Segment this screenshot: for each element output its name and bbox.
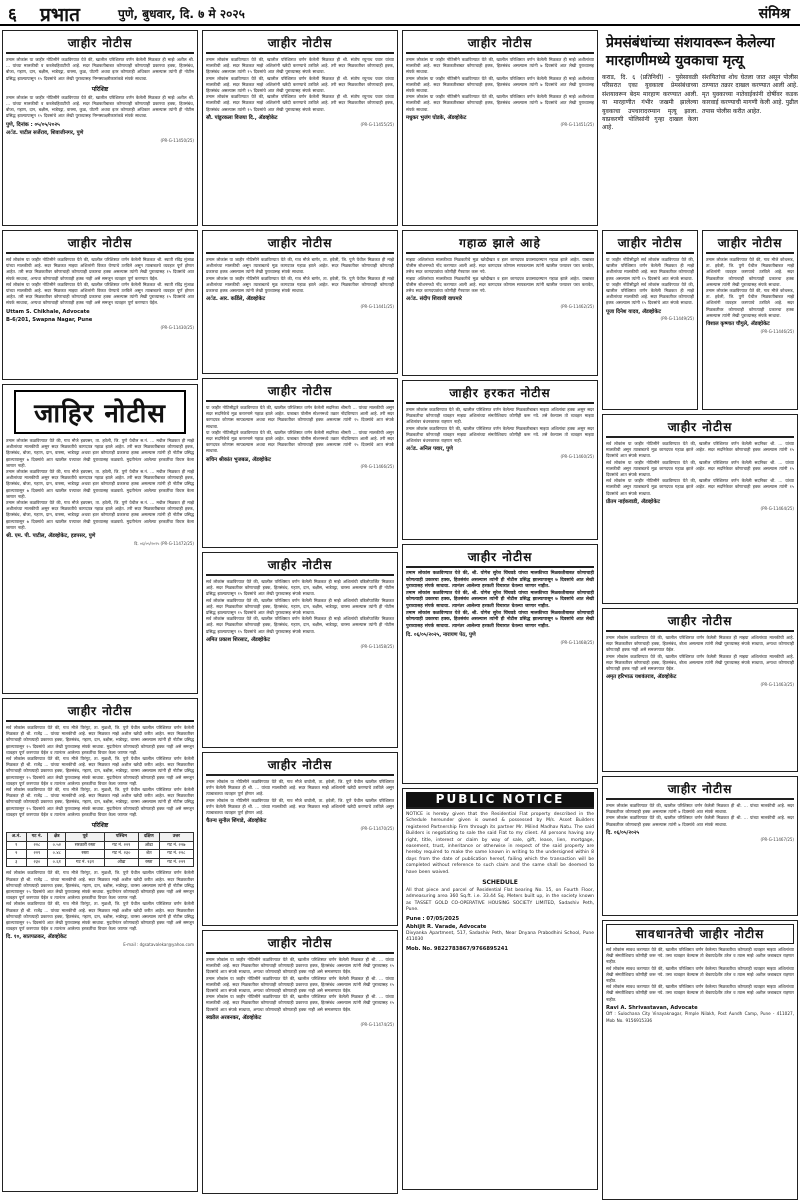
notice-signer: अमित प्रकाश शिरसाट, ॲडव्होकेट xyxy=(206,636,270,643)
table-header-cell: क्षेत्र xyxy=(48,833,66,842)
table-header-cell: दक्षिण xyxy=(139,833,160,842)
table-cell: गट नं. २३० xyxy=(104,850,138,859)
notice-heading: जाहीर नोटीस xyxy=(6,34,194,54)
notice-ref: (PR-G-11430/25) xyxy=(160,324,194,330)
notice-body: सर्व लोकांस या जाहीर नोटिसीने कळविण्यात येते की, खालील परिशिष्टात वर्णन केलेली सदनिका श्री. ... यांच्या मालकीची असून त्याबाबतचे मूळ कागदपत्र गहाळ झाले आहेत. सदर सदनिकेवर कोणाचाही हक्क असल्यास त्यांनी १५ दिवसांचे आत संपर्क साधावा. xyxy=(606,478,794,496)
table-header-cell: अ.नं. xyxy=(7,833,27,842)
notice-body: तमाम लोकांस कळविण्यात येते की, गाव मौजे कोथरूड, ता. हवेली, जि. पुणे येथील मिळकतीबाबत माझे अशिलांनी व्यवहार करण्याचे ठरविले आहे. सदर मिळकतीवर कोणाचाही कोणत्याही प्रकारचा हक्क असल्यास त्यांनी लेखी पुराव्यासह संपर्क साधावा. xyxy=(706,288,794,318)
notice-body: या जाहीर नोटिसीद्वारे कळविण्यात येते की, खालील परिशिष्टात वर्णन केलेली सदनिका श्रीमती ... यांच्या मालकीची असून सदर सदनिकेचे मूळ करारनामे गहाळ झाले आहेत. याबाबत पोलीस स्टेशनमध्ये तक्रार नोंदविण्यात आली आहे. तरी सदर कागदपत्र कोणास सापडल्यास अथवा सदर मिळकतीवर कोणाचाही हक्क असल्यास त्यांनी १५ दिवसांचे आत संपर्क साधावा. xyxy=(206,429,394,454)
notice-heading: जाहीर हरकत नोटीस xyxy=(406,384,594,404)
notice-signer: श्री. एम. पी. पाटील, ॲडव्होकेट, हडपसर, पुणे xyxy=(6,533,96,540)
notice-c3-3 xyxy=(402,380,598,540)
table-cell: २२८ xyxy=(26,841,48,850)
notice-c1-2 xyxy=(2,230,198,380)
column-4-split xyxy=(602,230,798,414)
table-row xyxy=(7,841,194,850)
masthead xyxy=(0,0,800,26)
column-2 xyxy=(202,30,398,1200)
notice-heading: जाहीर नोटीस xyxy=(406,34,594,54)
schedule-heading: परिशिष्ट xyxy=(91,85,109,93)
notice-body: तमाम लोकांस कळविण्यात येते की, खालील परिशिष्टात वर्णन केलेल्या मिळकतीबाबत माझ्या अशिलांचा हक्क असून सदर मिळकतीचा कोणताही व्यवहार माझ्या अशिलांच्या संमतीशिवाय कोणीही करू नये. तसे केल्यास तो व्यवहार माझ्या अशिलांवर बंधनकारक राहणार नाही. xyxy=(406,407,594,425)
table-cell: २३० xyxy=(26,858,48,867)
notice-body: तमाम लोकांस या जाहीर नोटिसीने कळविण्यात येते की, खालील परिशिष्टात वर्णन केलेली मिळकत ही माझे अशीलांच्या मालकीची आहे. सदर मिळकतीबाबत कोणाचाही हक्क, हितसंबंध असल्यास त्यांनी ७ दिवसांचे आत लेखी पुराव्यासह संपर्क साधावा. xyxy=(406,57,594,75)
notice-heading: सावधानतेची जाहीर नोटीस xyxy=(606,924,794,944)
notice-body: सर्व लोकांस कळविण्यात येते की, गाव मौजे पिरंगुट, ता. मुळशी, जि. पुणे येथील खालील परिशिष्टात वर्णन केलेली मिळकत ही श्री. राजेंद्र ... यांच्या मालकीची आहे. सदर मिळकत माझे अशील खरेदी करीत आहेत. सदर मिळकतीवर कोणाचाही कोणत्याही प्रकारचा हक्क, हितसंबंध, गहाण, दान, बक्षीस, भाडेपट्टा, वारसा असल्यास त्यांनी ही नोटीस प्रसिद्ध झाल्यापासून १५ दिवसांचे आत लेखी पुराव्यासह संपर्क साधावा. मुदतीनंतर कोणाचाही कोणताही हक्क नाही असे समजून व्यवहार पूर्ण करण्यात येईल व त्यानंतर आलेल्या हरकतींचा विचार केला जाणार नाही. xyxy=(6,756,194,786)
schedule-heading: SCHEDULE xyxy=(482,879,518,887)
notice-body: सर्व लोकांस सावध करण्यात येते की, खालील परिशिष्टात वर्णन केलेल्या मिळकतीचा कोणताही व्यवहार माझ्या अशिलांच्या लेखी संमतीशिवाय कोणीही करू नये. तसा व्यवहार केल्यास तो बेकायदेशीर ठरेल व त्यास माझे अशील जबाबदार राहणार नाहीत. xyxy=(606,947,794,965)
notice-body: तमाम लोकांस कळविण्यात येते की, श्री. योगेश सुरेश चिंचवडे यांच्या मालकीच्या मिळकतीबाबत कोणाचाही कोणत्याही प्रकारचा हक्क, हितसंबंध असल्यास त्यांनी ही नोटीस प्रसिद्ध झाल्यापासून ७ दिवसांचे आत लेखी पुराव्यासह संपर्क साधावा. त्यानंतर आलेल्या हरकती विचारात घेतल्या जाणार नाहीत. xyxy=(406,610,594,629)
notice-body: NOTICE is hereby given that the Residential Flat property described in the Schedule hereunder given is owned & possessed by M/s. Asset Builders registered Partnership Firm through its partner Mr. Milind Madhav Natu. The said Builders is negotiating to sale the said Flat to my client. All persons having any right, title, interest or claim by way of sale, gift, lease, lien, mortgage, easement, trust, inheritance or otherwise in respect of the said property are hereby required to make the same known in writing to the undersigned within 8 days from the date of publication hereof, failing which the transaction will be completed without reference to such claim and the same shall be deemed to have been waived. xyxy=(406,812,594,875)
notice-body: तमाम लोकांस या जाहीर नोटिसीने कळविण्यात येते की, खालील परिशिष्टात वर्णन केलेली मिळकत ही माझे अशील श्री. ... यांच्या मालकीची व कब्जेवहिवाटीची आहे. सदर मिळकतीबाबत कोणाचाही कोणत्याही प्रकारचा हक्क, हितसंबंध, बोजा, गहाण, दान, बक्षीस, भाडेपट्टा, वारसा, कुळ, पोटगी अथवा इतर कोणताही अधिकार असल्यास त्यांनी ही नोटीस प्रसिद्ध झाल्यापासून १५ दिवसांचे आत लेखी पुराव्यासह निम्नस्वाक्षरीकारांकडे संपर्क साधावा. xyxy=(6,94,194,119)
column-1 xyxy=(2,30,198,1200)
table-cell: सरकारी रस्ता xyxy=(66,841,104,850)
notice-signer: अॅड. संदीप शिवाजी वाघमारे xyxy=(406,296,462,303)
notice-heading: गहाळ झाले आहे xyxy=(406,234,594,254)
notice-heading: PUBLIC NOTICE xyxy=(406,792,594,809)
notice-signer: दि. १०, सातपळकर, ॲडव्होकेट xyxy=(6,934,67,941)
notice-signer: Abhijit R. Varade, Advocate xyxy=(406,924,487,931)
notice-body: तमाम लोकांस या जाहीर नोटिसीने कळविण्यात येते की, खालील परिशिष्टात वर्णन केलेली मिळकत ही माझे अशीलांच्या मालकीची आहे. सदर मिळकतीबाबत कोणाचाही हक्क, हितसंबंध असल्यास त्यांनी ७ दिवसांचे आत लेखी पुराव्यासह संपर्क साधावा. xyxy=(406,94,594,112)
notice-c2-1 xyxy=(202,30,398,226)
notice-body: तमाम लोकांस या नोटिसीने कळविण्यात येते की, गाव मौजे वाघोली, ता. हवेली, जि. पुणे येथील खालील परिशिष्टात वर्णन केलेली मिळकत ही श्री. ... यांच्या मालकीची आहे. सदर मिळकत माझे अशिलांनी खरेदी करण्याचे ठरविले असून त्याबाबतचा व्यवहार पूर्ण होणार आहे. xyxy=(206,797,394,816)
public-notice xyxy=(402,788,598,1190)
notice-ref: दि. ०६/०५/२०२५ (PR-G-11472/25) xyxy=(134,540,194,546)
notice-heading: जाहीर नोटीस xyxy=(206,234,394,254)
table-row xyxy=(7,850,194,859)
table-row xyxy=(7,858,194,867)
notice-heading: जाहीर नोटीस xyxy=(606,780,794,800)
notice-body: तमाम लोकांस कळविण्यात येते की, खालील परिशिष्टात वर्णन केलेली मिळकत ही श्री. संतोष रघुनाथ पवार यांच्या मालकीची आहे. सदर मिळकत माझे अशिलांनी खरेदी करण्याचे ठरविले आहे. तरी सदर मिळकतीवर कोणाचाही हक्क, हितसंबंध असल्यास त्यांनी १५ दिवसांचे आत लेखी पुराव्यासह संपर्क साधावा. xyxy=(206,94,394,112)
table-cell: ०.६१ xyxy=(48,858,66,867)
notice-body: या जाहीर नोटिसीद्वारे सर्व लोकांस कळविण्यात येते की, खालील परिशिष्टात वर्णन केलेली मिळकत ही माझे अशीलांच्या मालकीची आहे. सदर मिळकतीवर कोणाचाही हक्क असल्यास त्यांनी १५ दिवसांचे आत संपर्क साधावा. xyxy=(606,281,694,306)
notice-address: Divyanka Apartment, 517, Sadashiv Peth, Near Dnyana Prabodhini School, Pune 411030 xyxy=(406,930,594,943)
notice-body: तमाम लोकांस कळविण्यात येते की, श्री. योगेश सुरेश चिंचवडे यांच्या मालकीच्या मिळकतीबाबत कोणाचाही कोणत्याही प्रकारचा हक्क, हितसंबंध असल्यास त्यांनी ही नोटीस प्रसिद्ध झाल्यापासून ७ दिवसांचे आत लेखी पुराव्यासह संपर्क साधावा. त्यानंतर आलेल्या हरकती विचारात घेतल्या जाणार नाहीत. xyxy=(406,590,594,609)
notice-body: सर्व लोकांस या जाहीर नोटिसीने कळविण्यात येते की, खालील परिशिष्टात वर्णन केलेली मिळकत श्री. स्वाती रविंद्र मुंजाळ यांच्या मालकीची आहे. सदर मिळकत माझ्या अशिलांनी विकत घेण्याचे ठरविले असून त्याबाबतचे व्यवहार पूर्ण होणार आहेत. तरी सदर मिळकतीवर कोणाचाही कोणत्याही प्रकारचा हक्क असल्यास त्यांनी लेखी पुराव्यासह १५ दिवसांचे आत संपर्क साधावा, अन्यथा कोणाचाही कोणताही हक्क नाही असे समजून व्यवहार पूर्ण करण्यात येईल. xyxy=(6,257,194,281)
notice-body: तमाम लोकांस या जाहीर नोटिसीने कळविण्यात येते की, खालील परिशिष्टात वर्णन केलेली मिळकत ही माझे अशील श्री. ... यांच्या मालकीची व कब्जेवहिवाटीची आहे. सदर मिळकतीबाबत कोणाचाही कोणत्याही प्रकारचा हक्क, हितसंबंध, बोजा, गहाण, दान, बक्षीस, भाडेपट्टा, वारसा, कुळ, पोटगी अथवा इतर कोणताही अधिकार असल्यास त्यांनी ही नोटीस प्रसिद्ध झाल्यापासून १५ दिवसांचे आत लेखी पुराव्यासह निम्नस्वाक्षरीकारांकडे संपर्क साधावा. xyxy=(6,57,194,81)
notice-signer: स्वप्नील अरबनकर, ॲडव्होकेट xyxy=(206,1014,262,1021)
table-cell: ओढा xyxy=(139,841,160,850)
notice-signer: अमृत हरिभाऊ यशवंतराव, ॲडव्होकेट xyxy=(606,674,677,681)
notice-c2-4 xyxy=(202,552,398,748)
notice-body: तमाम लोकांस कळविण्यात येते की, खालील परिशिष्टात वर्णन केलेली मिळकत ही श्री. ... यांच्या मालकीची आहे. सदर मिळकतीवर कोणाचाही हक्क असल्यास त्यांनी ७ दिवसांचे आत संपर्क साधावा. xyxy=(606,803,794,815)
notice-heading: जाहीर नोटीस xyxy=(606,612,794,632)
notice-body: सर्व लोकांस कळविण्यात येते की, खालील परिशिष्टात वर्णन केलेली मिळकत ही माझे अशिलांची वडिलोपार्जित मिळकत आहे. सदर मिळकतीवर कोणाचाही हक्क, हितसंबंध, गहाण, दान, बक्षीस, भाडेपट्टा, वारसा असल्यास त्यांनी ही नोटीस प्रसिद्ध झाल्यापासून १५ दिवसांचे आत लेखी पुराव्यासह संपर्क साधावा. xyxy=(206,579,394,597)
table-cell: १ xyxy=(7,841,27,850)
top-zone xyxy=(602,30,798,226)
notice-body: सर्व लोकांस सावध करण्यात येते की, खालील परिशिष्टात वर्णन केलेल्या मिळकतीचा कोणताही व्यवहार माझ्या अशिलांच्या लेखी संमतीशिवाय कोणीही करू नये. तसा व्यवहार केल्यास तो बेकायदेशीर ठरेल व त्यास माझे अशील जबाबदार राहणार नाहीत. xyxy=(606,984,794,1002)
notice-ref: (PR-G-11474/25) xyxy=(360,1022,394,1028)
notice-signature: पुणे, दिनांक : ०५/०५/२०२५ xyxy=(6,121,60,128)
table-header-cell: उत्तर xyxy=(159,833,193,842)
notice-ref: (PR-G-11467/25) xyxy=(760,837,794,843)
page-number: ६ xyxy=(8,5,17,25)
notice-signer: सचिन श्रीकांत भुजबळ, ॲडव्होकेट xyxy=(206,456,272,463)
notice-heading: जाहीर नोटीस xyxy=(406,548,594,568)
notice-body: तमाम लोकांस या जाहीर नोटिसीने कळविण्यात येते की, खालील परिशिष्टात वर्णन केलेली मिळकत ही माझे अशीलांच्या मालकीची आहे. सदर मिळकतीबाबत कोणाचाही हक्क, हितसंबंध असल्यास त्यांनी ७ दिवसांचे आत लेखी पुराव्यासह संपर्क साधावा. xyxy=(406,75,594,94)
notice-body: तमाम लोकांस कळविण्यात येते की, गाव मौजे कोथरूड, ता. हवेली, जि. पुणे येथील मिळकतीबाबत माझे अशिलांनी व्यवहार करण्याचे ठरविले आहे. सदर मिळकतीवर कोणाचाही कोणत्याही प्रकारचा हक्क असल्यास त्यांनी लेखी पुराव्यासह संपर्क साधावा. xyxy=(706,257,794,287)
notice-heading: जाहीर नोटीस xyxy=(6,234,194,254)
notice-signer: दि. ०६/०५/२०२५, नारायण पेठ, पुणे xyxy=(406,632,476,639)
notice-c2-6 xyxy=(202,930,398,1194)
notice-ref: (PR-G-11464/25) xyxy=(760,506,794,512)
notice-body: तमाम लोकांस कळविण्यात येते की, गाव मौजे हडपसर, ता. हवेली, जि. पुणे येथील स.नं. ... मधील मिळकत ही माझे अशीलांच्या मालकीची असून सदर मिळकतीचे कागदपत्र गहाळ झाले आहेत. तरी सदर मिळकतीबाबत कोणाचाही हक्क, हितसंबंध, बोजा, गहाण, दान, वारसा, भाडेपट्टा अथवा इतर कोणताही प्रकारचा हक्क असल्यास त्यांनी ही नोटीस प्रसिद्ध झाल्यापासून ७ दिवसांचे आत खालील पत्त्यावर लेखी पुराव्यासह कळवावे. मुदतीनंतर आलेल्या हरकतींचा विचार केला जाणार नाही. xyxy=(6,438,194,468)
table-cell: गट नं. २२८ xyxy=(159,850,193,859)
news-body-left: कराड, दि. ६ (प्रतिनिधी) - पुसेसावळी परिसरात एका युवकाला प्रेमसंबंधाच्या संशयावरून बेदम मारहाण करण्यात आली. या मारहाणीत गंभीर जखमी झालेल्या युवकाचा उपचारादरम्यान मृत्यू झाला. याप्रकरणी पोलिसांनी गुन्हा दाखल केला आहे. xyxy=(602,74,698,132)
notice-ref: (PR-G-11466/25) xyxy=(360,464,394,470)
table-cell: गट नं. २३१ xyxy=(66,858,104,867)
table-cell: ३ xyxy=(7,858,27,867)
notice-ref: (PR-G-11462/25) xyxy=(560,303,594,309)
notice-body: सर्व लोकांस या जाहीर नोटिसीने कळविण्यात येते की, खालील परिशिष्टात वर्णन केलेली मिळकत श्री. स्वाती रविंद्र मुंजाळ यांच्या मालकीची आहे. सदर मिळकत माझ्या अशिलांनी विकत घेण्याचे ठरविले असून त्याबाबतचे व्यवहार पूर्ण होणार आहेत. तरी सदर मिळकतीवर कोणाचाही कोणत्याही प्रकारचा हक्क असल्यास त्यांनी लेखी पुराव्यासह १५ दिवसांचे आत संपर्क साधावा, अन्यथा कोणाचाही कोणताही हक्क नाही असे समजून व्यवहार पूर्ण करण्यात येईल. xyxy=(6,281,194,306)
notice-signer: दि. ०६/०५/२०२५ xyxy=(606,829,640,836)
notice-c4-4 xyxy=(602,608,798,772)
notice-c4-5 xyxy=(602,776,798,916)
table-cell: ०.५२ xyxy=(48,841,66,850)
notice-body: सर्व लोकांस कळविण्यात येते की, गाव मौजे पिरंगुट, ता. मुळशी, जि. पुणे येथील खालील परिशिष्टात वर्णन केलेली मिळकत ही श्री. राजेंद्र ... यांच्या मालकीची आहे. सदर मिळकत माझे अशील खरेदी करीत आहेत. सदर मिळकतीवर कोणाचाही कोणत्याही प्रकारचा हक्क, हितसंबंध, गहाण, दान, बक्षीस, भाडेपट्टा, वारसा असल्यास त्यांनी ही नोटीस प्रसिद्ध झाल्यापासून १५ दिवसांचे आत लेखी पुराव्यासह संपर्क साधावा. मुदतीनंतर कोणाचाही कोणताही हक्क नाही असे समजून व्यवहार पूर्ण करण्यात येईल व त्यानंतर आलेल्या हरकतींचा विचार केला जाणार नाही. xyxy=(6,787,194,817)
column-4-left xyxy=(602,230,698,414)
notice-ref: (PR-G-11441/25) xyxy=(360,303,394,309)
table-cell: गट नं. २२९ xyxy=(104,841,138,850)
news-body-right: संशयितांचा शोध घेतला जात असून पोलीस ठाण्यात तक्रार दाखल करण्यात आली आहे. मृत युवकाच्या नातेवाईकांनी दोषींवर कडक कारवाई करण्याची मागणी केली आहे. पुढील तपास पोलीस करीत आहेत. xyxy=(702,74,798,115)
notice-ref: (PR-G-11463/25) xyxy=(760,681,794,687)
notice-heading: जाहीर नोटीस xyxy=(206,382,394,402)
notice-body: तमाम लोकांस कळविण्यात येते की, खालील परिशिष्टात वर्णन केलेली मिळकत ही माझ्या अशिलांच्या मालकीची आहे. सदर मिळकतीवर कोणाचाही हक्क, हितसंबंध, बोजा असल्यास त्यांनी लेखी पुराव्यासह संपर्क साधावा, अन्यथा कोणाचाही कोणताही हक्क नाही असे समजण्यात येईल. xyxy=(606,635,794,653)
notice-ref: (PR-G-11451/25) xyxy=(560,122,594,128)
notice-body: सर्व लोकांस या जाहीर नोटिसीने कळविण्यात येते की, खालील परिशिष्टात वर्णन केलेली सदनिका श्री. ... यांच्या मालकीची असून त्याबाबतचे मूळ कागदपत्र गहाळ झाले आहेत. सदर सदनिकेवर कोणाचाही हक्क असल्यास त्यांनी १५ दिवसांचे आत संपर्क साधावा. xyxy=(606,441,794,459)
notice-signer: अॅड. आर. कर्डिले, ॲडव्होकेट xyxy=(206,296,266,303)
notice-address: Off : Sulochana City Vinayaknagar, Pimple Nilakh, Post Aundh Camp, Pune - 411027, Mob No. 9156915336 xyxy=(606,1011,794,1023)
notice-signer: अॅड. अनिल पवार, पुणे xyxy=(406,446,453,453)
notice-ref: (PR-G-11468/25) xyxy=(560,639,594,645)
notice-c2-5 xyxy=(202,752,398,926)
table-header-cell: गट नं. xyxy=(26,833,48,842)
notice-c1-3 xyxy=(2,384,198,694)
notice-body: सर्व लोकांस कळविण्यात येते की, गाव मौजे पिरंगुट, ता. मुळशी, जि. पुणे येथील खालील परिशिष्टात वर्णन केलेली मिळकत ही श्री. राजेंद्र ... यांच्या मालकीची आहे. सदर मिळकत माझे अशील खरेदी करीत आहेत. सदर मिळकतीवर कोणाचाही कोणत्याही प्रकारचा हक्क, हितसंबंध, गहाण, दान, बक्षीस, भाडेपट्टा, वारसा असल्यास त्यांनी ही नोटीस प्रसिद्ध झाल्यापासून १५ दिवसांचे आत लेखी पुराव्यासह संपर्क साधावा. मुदतीनंतर कोणाचाही कोणताही हक्क नाही असे समजून व्यवहार पूर्ण करण्यात येईल व त्यानंतर आलेल्या हरकतींचा विचार केला जाणार नाही. xyxy=(6,901,194,932)
notice-body: सर्व लोकांस सावध करण्यात येते की, खालील परिशिष्टात वर्णन केलेल्या मिळकतीचा कोणताही व्यवहार माझ्या अशिलांच्या लेखी संमतीशिवाय कोणीही करू नये. तसा व्यवहार केल्यास तो बेकायदेशीर ठरेल व त्यास माझे अशील जबाबदार राहणार नाहीत. xyxy=(606,965,794,984)
table-cell: रस्ता xyxy=(139,858,160,867)
column-3 xyxy=(402,30,598,1200)
notice-email: E-mail : dgsatavalekar@yahoo.com xyxy=(123,941,194,947)
table-cell: शेत xyxy=(139,850,160,859)
notice-body: तमाम लोकांस या नोटिसीने कळविण्यात येते की, गाव मौजे वाघोली, ता. हवेली, जि. पुणे येथील खालील परिशिष्टात वर्णन केलेली मिळकत ही श्री. ... यांच्या मालकीची आहे. सदर मिळकत माझे अशिलांनी खरेदी करण्याचे ठरविले असून त्याबाबतचा व्यवहार पूर्ण होणार आहे. xyxy=(206,779,394,797)
notice-body: तमाम लोकांस या जाहीर नोटिसीने कळविण्यात येते की, गाव मौजे बाणेर, ता. हवेली, जि. पुणे येथील मिळकत ही माझे अशीलांच्या मालकीची असून त्याबाबतचे मूळ कागदपत्र गहाळ झाले आहेत. सदर मिळकतीवर कोणाचाही कोणताही प्रकारचा हक्क असल्यास त्यांनी लेखी पुराव्यासह संपर्क साधावा. xyxy=(206,275,394,294)
table-cell: रस्ता xyxy=(66,850,104,859)
notice-body: तमाम लोकांस कळविण्यात येते की, खालील परिशिष्टात वर्णन केलेली मिळकत ही श्री. ... यांच्या मालकीची आहे. सदर मिळकतीवर कोणाचाही हक्क असल्यास त्यांनी ७ दिवसांचे आत संपर्क साधावा. xyxy=(606,815,794,827)
notice-date: Pune : 07/05/2025 xyxy=(406,915,460,922)
notice-heading: जाहीर नोटीस xyxy=(206,556,394,576)
notice-signer: विशाल कृष्णात चौगुले, ॲडव्होकेट xyxy=(706,321,770,328)
notice-signer: अॅड. पाटील सर्जेराव, शिवाजीनगर, पुणे xyxy=(6,130,84,137)
notice-body: सर्व लोकांस कळविण्यात येते की, गाव मौजे पिरंगुट, ता. मुळशी, जि. पुणे येथील खालील परिशिष्टात वर्णन केलेली मिळकत ही श्री. राजेंद्र ... यांच्या मालकीची आहे. सदर मिळकत माझे अशील खरेदी करीत आहेत. सदर मिळकतीवर कोणाचाही कोणत्याही प्रकारचा हक्क, हितसंबंध, गहाण, दान, बक्षीस, भाडेपट्टा, वारसा असल्यास त्यांनी ही नोटीस प्रसिद्ध झाल्यापासून १५ दिवसांचे आत लेखी पुराव्यासह संपर्क साधावा. मुदतीनंतर कोणाचाही कोणताही हक्क नाही असे समजून व्यवहार पूर्ण करण्यात येईल व त्यानंतर आलेल्या हरकतींचा विचार केला जाणार नाही. xyxy=(6,870,194,901)
notice-body: या जाहीर नोटिसीद्वारे सर्व लोकांस कळविण्यात येते की, खालील परिशिष्टात वर्णन केलेली मिळकत ही माझे अशीलांच्या मालकीची आहे. सदर मिळकतीवर कोणाचाही हक्क असल्यास त्यांनी १५ दिवसांचे आत संपर्क साधावा. xyxy=(606,257,694,281)
notice-body: तमाम लोकांस या जाहीर नोटिसीने कळविण्यात येते की, खालील परिशिष्टात वर्णन केलेली मिळकत ही श्री. ... यांच्या मालकीची आहे. सदर मिळकतीवर कोणाचाही कोणत्याही प्रकारचा हक्क, हितसंबंध असल्यास त्यांनी लेखी पुराव्यासह १५ दिवसांचे आत संपर्क साधावा, अन्यथा कोणाचाही कोणताही हक्क नाही असे समजण्यात येईल. xyxy=(206,957,394,975)
notice-body: सर्व लोकांस कळविण्यात येते की, खालील परिशिष्टात वर्णन केलेली मिळकत ही माझे अशिलांची वडिलोपार्जित मिळकत आहे. सदर मिळकतीवर कोणाचाही हक्क, हितसंबंध, गहाण, दान, बक्षीस, भाडेपट्टा, वारसा असल्यास त्यांनी ही नोटीस प्रसिद्ध झाल्यापासून १५ दिवसांचे आत लेखी पुराव्यासह संपर्क साधावा. xyxy=(206,597,394,616)
notice-ref: (PR-G-11458/25) xyxy=(360,644,394,650)
notice-ref: (PR-G-11455/25) xyxy=(360,122,394,128)
column-4 xyxy=(602,30,798,1200)
notice-body: या जाहीर नोटिसीद्वारे कळविण्यात येते की, खालील परिशिष्टात वर्णन केलेली सदनिका श्रीमती ... यांच्या मालकीची असून सदर सदनिकेचे मूळ करारनामे गहाळ झाले आहेत. याबाबत पोलीस स्टेशनमध्ये तक्रार नोंदविण्यात आली आहे. तरी सदर कागदपत्र कोणास सापडल्यास अथवा सदर मिळकतीवर कोणाचाही हक्क असल्यास त्यांनी १५ दिवसांचे आत संपर्क साधावा. xyxy=(206,405,394,429)
notice-ref: (PR-G-11450/25) xyxy=(160,137,194,143)
notice-heading: जाहीर नोटीस xyxy=(206,756,394,776)
notice-body: तमाम लोकांस कळविण्यात येते की, खालील परिशिष्टात वर्णन केलेली मिळकत ही श्री. संतोष रघुनाथ पवार यांच्या मालकीची आहे. सदर मिळकत माझे अशिलांनी खरेदी करण्याचे ठरविले आहे. तरी सदर मिळकतीवर कोणाचाही हक्क, हितसंबंध असल्यास त्यांनी १५ दिवसांचे आत लेखी पुराव्यासह संपर्क साधावा. xyxy=(206,57,394,75)
notice-heading: जाहीर नोटीस xyxy=(606,234,694,254)
notice-signer: मधुकर भुजंग घोडके, ॲडव्होकेट xyxy=(406,114,467,121)
notice-c4-6 xyxy=(602,920,798,1200)
notice-ref: (PR-G-11470/25) xyxy=(360,825,394,831)
table-cell: ०.४८ xyxy=(48,850,66,859)
notice-signature: Uttam S. Chikhale, Advocate xyxy=(6,308,90,315)
notice-signer: पूजा दिनेश यादव, ॲडव्होकेट xyxy=(606,308,661,315)
notice-heading: जाहीर नोटीस xyxy=(206,34,394,54)
notice-body: तमाम लोकांस कळविण्यात येते की, खालील परिशिष्टात वर्णन केलेली मिळकत ही श्री. संतोष रघुनाथ पवार यांच्या मालकीची आहे. सदर मिळकत माझे अशिलांनी खरेदी करण्याचे ठरविले आहे. तरी सदर मिळकतीवर कोणाचाही हक्क, हितसंबंध असल्यास त्यांनी १५ दिवसांचे आत लेखी पुराव्यासह संपर्क साधावा. xyxy=(206,75,394,94)
table-cell: गट नं. २२७ xyxy=(159,841,193,850)
section-name: संमिश्र xyxy=(758,6,790,22)
notice-heading: जाहीर नोटीस xyxy=(206,934,394,954)
table-cell: गट नं. २२९ xyxy=(159,858,193,867)
news-headline: प्रेमसंबंधांच्या संशयावरून केलेल्या मारहाणीमध्ये युवकाचा मृत्यू xyxy=(606,35,775,69)
table-header-row xyxy=(7,833,194,842)
notice-signer: Ravi A. Shrivastavan, Advocate xyxy=(606,1004,698,1011)
notice-c2-3 xyxy=(202,378,398,548)
notice-ref: (PR-G-11460/25) xyxy=(560,453,594,459)
table-header-cell: पूर्व xyxy=(66,833,104,842)
notice-body: माझ्या अशिलांच्या मालकीच्या मिळकतीचे मूळ खरेदीखत व इतर कागदपत्र प्रवासादरम्यान गहाळ झाले आहेत. याबाबत पोलीस स्टेशनमध्ये नोंद करण्यात आली आहे. सदर कागदपत्र कोणास सापडल्यास त्यांनी खालील पत्त्यावर परत करावेत, तसेच सदर कागदपत्रांचा कोणीही गैरवापर करू नये. xyxy=(406,257,594,275)
notice-ref: (PR-G-11449/25) xyxy=(660,316,694,322)
notice-c3-1 xyxy=(402,30,598,226)
notice-c3-2 xyxy=(402,230,598,376)
notice-body: सर्व लोकांस कळविण्यात येते की, खालील परिशिष्टात वर्णन केलेली मिळकत ही माझे अशिलांची वडिलोपार्जित मिळकत आहे. सदर मिळकतीवर कोणाचाही हक्क, हितसंबंध, गहाण, दान, बक्षीस, भाडेपट्टा, वारसा असल्यास त्यांनी ही नोटीस प्रसिद्ध झाल्यापासून १५ दिवसांचे आत लेखी पुराव्यासह संपर्क साधावा. xyxy=(206,616,394,634)
notice-heading: जाहीर नोटीस xyxy=(606,418,794,438)
notice-body: सर्व लोकांस कळविण्यात येते की, गाव मौजे पिरंगुट, ता. मुळशी, जि. पुणे येथील खालील परिशिष्टात वर्णन केलेली मिळकत ही श्री. राजेंद्र ... यांच्या मालकीची आहे. सदर मिळकत माझे अशील खरेदी करीत आहेत. सदर मिळकतीवर कोणाचाही कोणत्याही प्रकारचा हक्क, हितसंबंध, गहाण, दान, बक्षीस, भाडेपट्टा, वारसा असल्यास त्यांनी ही नोटीस प्रसिद्ध झाल्यापासून १५ दिवसांचे आत लेखी पुराव्यासह संपर्क साधावा. मुदतीनंतर कोणाचाही कोणताही हक्क नाही असे समजून व्यवहार पूर्ण करण्यात येईल व त्यानंतर आलेल्या हरकतींचा विचार केला जाणार नाही. xyxy=(6,725,194,755)
table-cell: ओढा xyxy=(104,858,138,867)
schedule-body: All that piece and parcel of Residential Flat bearing No. 15, on Fourth Floor, admeasuring area 360 Sq.ft. i.e. 33.44 Sq. Meters built up, in the society known as TASSET GOLD CO-OPERATIVE HOUSING SOCIETY LIMITED, Sadashiv Peth, Pune. xyxy=(406,888,594,913)
notice-c4-2 xyxy=(702,230,798,410)
notice-signer: सौ. पांडुरकला विजया दि., ॲडव्होकेट xyxy=(206,114,278,121)
notice-body: तमाम लोकांस कळविण्यात येते की, खालील परिशिष्टात वर्णन केलेल्या मिळकतीबाबत माझ्या अशिलांचा हक्क असून सदर मिळकतीचा कोणताही व्यवहार माझ्या अशिलांच्या संमतीशिवाय कोणीही करू नये. तसे केल्यास तो व्यवहार माझ्या अशिलांवर बंधनकारक राहणार नाही. xyxy=(406,425,594,444)
schedule-table xyxy=(6,832,194,867)
notice-body: तमाम लोकांस या जाहीर नोटिसीने कळविण्यात येते की, खालील परिशिष्टात वर्णन केलेली मिळकत ही श्री. ... यांच्या मालकीची आहे. सदर मिळकतीवर कोणाचाही कोणत्याही प्रकारचा हक्क, हितसंबंध असल्यास त्यांनी लेखी पुराव्यासह १५ दिवसांचे आत संपर्क साधावा, अन्यथा कोणाचाही कोणताही हक्क नाही असे समजण्यात येईल. xyxy=(206,994,394,1012)
notice-body: तमाम लोकांस या जाहीर नोटिसीने कळविण्यात येते की, खालील परिशिष्टात वर्णन केलेली मिळकत ही श्री. ... यांच्या मालकीची आहे. सदर मिळकतीवर कोणाचाही कोणत्याही प्रकारचा हक्क, हितसंबंध असल्यास त्यांनी लेखी पुराव्यासह १५ दिवसांचे आत संपर्क साधावा, अन्यथा कोणाचाही कोणताही हक्क नाही असे समजण्यात येईल. xyxy=(206,975,394,994)
notice-c2-2 xyxy=(202,230,398,374)
notice-c4-1 xyxy=(602,230,698,410)
notice-heading: जाहीर नोटीस xyxy=(6,702,194,722)
notice-c1-4 xyxy=(2,698,198,1192)
notice-signer: चैतन्य सुनील शिंगाडे, ॲडव्होकेट xyxy=(206,818,267,825)
notice-ref: (PR-G-11446/25) xyxy=(760,328,794,334)
notice-body: तमाम लोकांस कळविण्यात येते की, श्री. योगेश सुरेश चिंचवडे यांच्या मालकीच्या मिळकतीबाबत कोणाचाही कोणत्याही प्रकारचा हक्क, हितसंबंध असल्यास त्यांनी ही नोटीस प्रसिद्ध झाल्यापासून ७ दिवसांचे आत लेखी पुराव्यासह संपर्क साधावा. त्यानंतर आलेल्या हरकती विचारात घेतल्या जाणार नाहीत. xyxy=(406,571,594,590)
newspaper-brand: प्रभात xyxy=(40,4,80,26)
news-columns xyxy=(602,74,798,133)
news-story xyxy=(602,30,798,226)
schedule-heading: परिशिष्ट xyxy=(91,822,109,830)
table-header-cell: पश्चिम xyxy=(104,833,138,842)
notice-heading: जाहीर नोटीस xyxy=(706,234,794,254)
notice-body: तमाम लोकांस कळविण्यात येते की, खालील परिशिष्टात वर्णन केलेली मिळकत ही माझ्या अशिलांच्या मालकीची आहे. सदर मिळकतीवर कोणाचाही हक्क, हितसंबंध, बोजा असल्यास त्यांनी लेखी पुराव्यासह संपर्क साधावा, अन्यथा कोणाचाही कोणताही हक्क नाही असे समजण्यात येईल. xyxy=(606,653,794,672)
notice-c1-1 xyxy=(2,30,198,226)
notice-signer: B-6/201, Swapna Nagar, Pune xyxy=(6,317,93,324)
notice-body: माझ्या अशिलांच्या मालकीच्या मिळकतीचे मूळ खरेदीखत व इतर कागदपत्र प्रवासादरम्यान गहाळ झाले आहेत. याबाबत पोलीस स्टेशनमध्ये नोंद करण्यात आली आहे. सदर कागदपत्र कोणास सापडल्यास त्यांनी खालील पत्त्यावर परत करावेत, तसेच सदर कागदपत्रांचा कोणीही गैरवापर करू नये. xyxy=(406,275,594,294)
notice-body: तमाम लोकांस या जाहीर नोटिसीने कळविण्यात येते की, गाव मौजे बाणेर, ता. हवेली, जि. पुणे येथील मिळकत ही माझे अशीलांच्या मालकीची असून त्याबाबतचे मूळ कागदपत्र गहाळ झाले आहेत. सदर मिळकतीवर कोणाचाही कोणताही प्रकारचा हक्क असल्यास त्यांनी लेखी पुराव्यासह संपर्क साधावा. xyxy=(206,257,394,275)
column-4-right xyxy=(702,230,798,414)
dateline: पुणे, बुधवार, दि. ७ मे २०२५ xyxy=(118,7,245,21)
notice-heading-large: जाहिर नोटीस xyxy=(14,390,186,434)
table-cell: २२९ xyxy=(26,850,48,859)
table-cell: २ xyxy=(7,850,27,859)
notice-signer: प्रीतम नाईकवाडी, ॲडव्होकेट xyxy=(606,498,660,505)
notice-body: तमाम लोकांस कळविण्यात येते की, गाव मौजे हडपसर, ता. हवेली, जि. पुणे येथील स.नं. ... मधील मिळकत ही माझे अशीलांच्या मालकीची असून सदर मिळकतीचे कागदपत्र गहाळ झाले आहेत. तरी सदर मिळकतीबाबत कोणाचाही हक्क, हितसंबंध, बोजा, गहाण, दान, वारसा, भाडेपट्टा अथवा इतर कोणताही प्रकारचा हक्क असल्यास त्यांनी ही नोटीस प्रसिद्ध झाल्यापासून ७ दिवसांचे आत खालील पत्त्यावर लेखी पुराव्यासह कळवावे. मुदतीनंतर आलेल्या हरकतींचा विचार केला जाणार नाही. xyxy=(6,469,194,499)
notice-body: तमाम लोकांस कळविण्यात येते की, गाव मौजे हडपसर, ता. हवेली, जि. पुणे येथील स.नं. ... मधील मिळकत ही माझे अशीलांच्या मालकीची असून सदर मिळकतीचे कागदपत्र गहाळ झाले आहेत. तरी सदर मिळकतीबाबत कोणाचाही हक्क, हितसंबंध, बोजा, गहाण, दान, वारसा, भाडेपट्टा अथवा इतर कोणताही प्रकारचा हक्क असल्यास त्यांनी ही नोटीस प्रसिद्ध झाल्यापासून ७ दिवसांचे आत खालील पत्त्यावर लेखी पुराव्यासह कळवावे. मुदतीनंतर आलेल्या हरकतींचा विचार केला जाणार नाही. xyxy=(6,500,194,530)
notice-c4-3 xyxy=(602,414,798,604)
notice-c3-4 xyxy=(402,544,598,784)
notice-phone: Mob. No. 9822783867/9766895241 xyxy=(406,945,508,952)
notice-body: सर्व लोकांस या जाहीर नोटिसीने कळविण्यात येते की, खालील परिशिष्टात वर्णन केलेली सदनिका श्री. ... यांच्या मालकीची असून त्याबाबतचे मूळ कागदपत्र गहाळ झाले आहेत. सदर सदनिकेवर कोणाचाही हक्क असल्यास त्यांनी १५ दिवसांचे आत संपर्क साधावा. xyxy=(606,459,794,478)
